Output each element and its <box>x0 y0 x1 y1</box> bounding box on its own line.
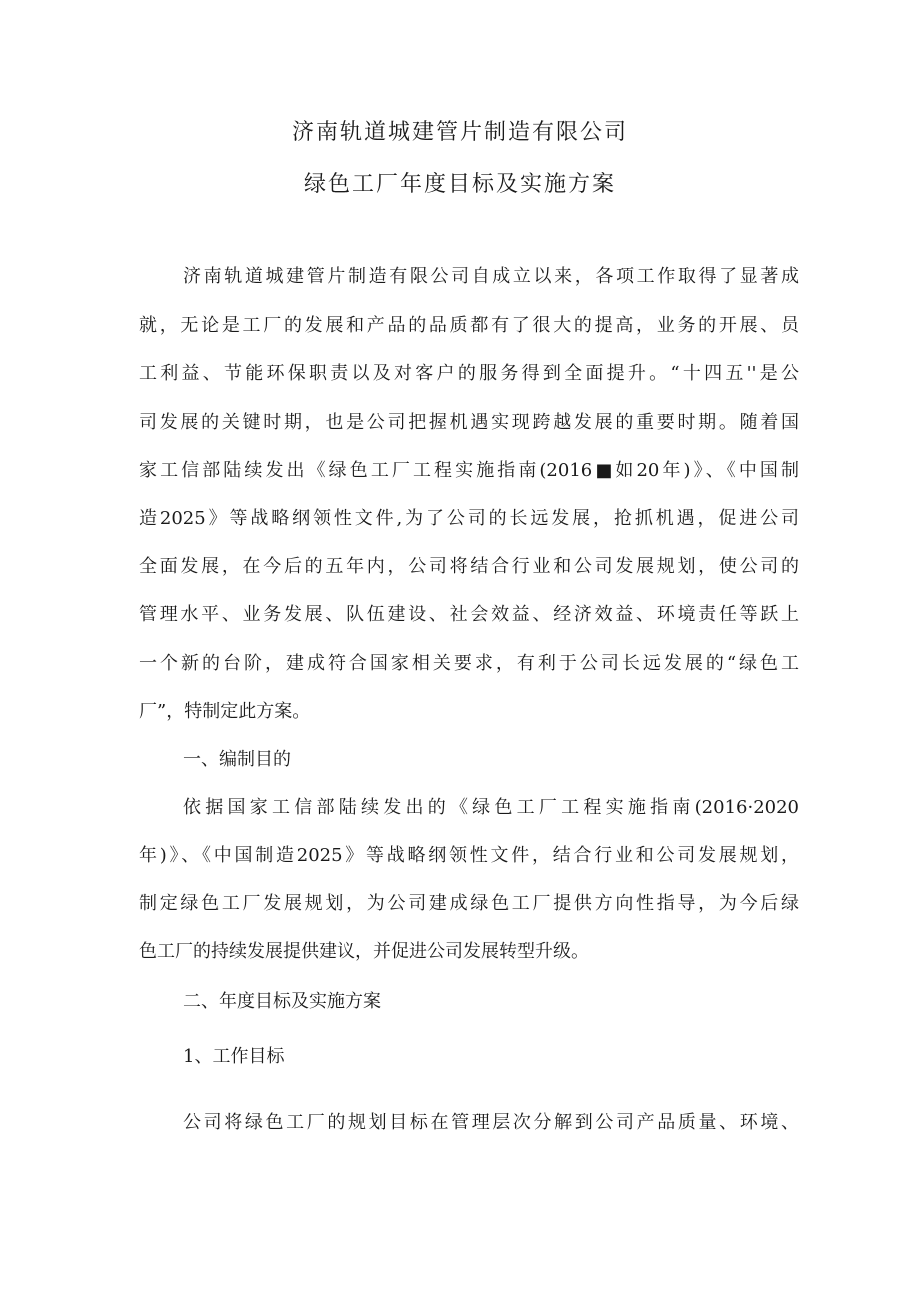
section1-line: 年)》、《中国制造2025》等战略纲领性文件，结合行业和公司发展规划， <box>139 845 799 866</box>
intro-line: 一个新的台阶，建成符合国家相关要求，有利于公司长远发展的“绿色工 <box>139 653 799 674</box>
intro-line: 厂”，特制定此方案。 <box>139 701 311 722</box>
section1-line: 制定绿色工厂发展规划，为公司建成绿色工厂提供方向性指导，为今后绿 <box>139 893 799 914</box>
intro-line: 就，无论是工厂的发展和产品的品质都有了很大的提高，业务的开展、员 <box>139 315 799 336</box>
document-title-company: 济南轨道城建管片制造有限公司 <box>291 120 628 145</box>
section1-line: 色工厂的持续发展提供建议，并促进公司发展转型升级。 <box>139 941 589 962</box>
intro-line: 家工信部陆续发出《绿色工厂工程实施指南(2016■如20年)》、《中国制 <box>139 460 799 481</box>
intro-line: 济南轨道城建管片制造有限公司自成立以来，各项工作取得了显著成 <box>183 266 799 287</box>
section1-line: 依据国家工信部陆续发出的《绿色工厂工程实施指南(2016·2020 <box>183 797 799 818</box>
intro-line: 造2025》等战略纲领性文件,为了公司的长远发展，抢抓机遇，促进公司 <box>139 508 799 529</box>
subsection-heading-work-goals: 1、工作目标 <box>183 1046 285 1067</box>
section-heading-annual-goals: 二、年度目标及实施方案 <box>183 991 381 1012</box>
intro-line: 管理水平、业务发展、队伍建设、社会效益、经济效益、环境责任等跃上 <box>139 604 799 625</box>
intro-line: 工利益、节能环保职责以及对客户的服务得到全面提升。“十四五''是公 <box>139 363 799 384</box>
intro-line: 全面发展，在今后的五年内，公司将结合行业和公司发展规划，使公司的 <box>139 556 799 577</box>
subsection1-line: 公司将绿色工厂的规划目标在管理层次分解到公司产品质量、环境、 <box>183 1112 799 1133</box>
intro-line: 司发展的关键时期，也是公司把握机遇实现跨越发展的重要时期。随着国 <box>139 412 799 433</box>
document-title-subject: 绿色工厂年度目标及实施方案 <box>303 172 616 197</box>
section-heading-purpose: 一、编制目的 <box>183 749 291 770</box>
